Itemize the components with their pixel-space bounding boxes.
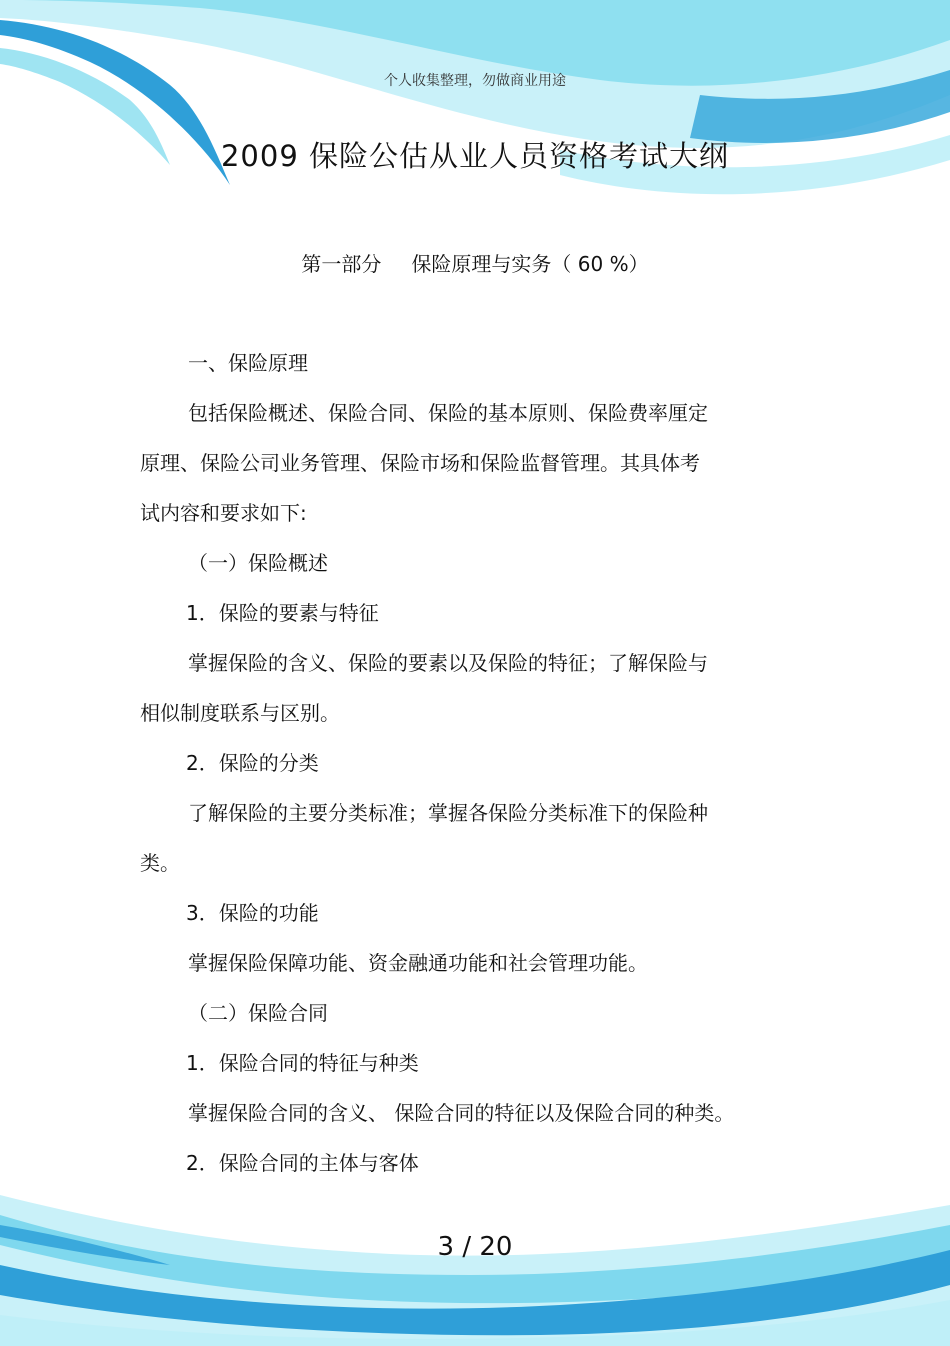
item-5-title: 2．保险合同的主体与客体 [186, 1151, 419, 1175]
item-2-title: 2．保险的分类 [186, 751, 319, 775]
document-title: 2009 保险公估从业人员资格考试大纲 [220, 139, 730, 173]
item-2-text-line-1: 了解保险的主要分类标准；掌握各保险分类标准下的保险种 [188, 801, 708, 825]
item-3-text: 掌握保险保障功能、资金融通功能和社会管理功能。 [188, 951, 648, 975]
item-1-text-line-1: 掌握保险的含义、保险的要素以及保险的特征；了解保险与 [188, 651, 708, 675]
item-3-title: 3．保险的功能 [186, 901, 319, 925]
header-note: 个人收集整理，勿做商业用途 [384, 73, 566, 89]
intro-line-1: 包括保险概述、保险合同、保险的基本原则、保险费率厘定 [188, 401, 708, 425]
heading-insurance-principles: 一、保险原理 [188, 351, 308, 375]
intro-line-2: 原理、保险公司业务管理、保险市场和保险监督管理。其具体考 [140, 451, 700, 475]
section-name: 保险原理与实务（ 60 %） [411, 252, 649, 276]
item-2-text-line-2: 类。 [140, 851, 180, 875]
item-4-title: 1．保险合同的特征与种类 [186, 1051, 419, 1075]
intro-line-3: 试内容和要求如下: [140, 501, 307, 525]
page-number: 3 / 20 [437, 1232, 513, 1262]
item-1-title: 1．保险的要素与特征 [186, 601, 379, 625]
item-1-text-line-2: 相似制度联系与区别。 [140, 701, 340, 725]
item-4-text: 掌握保险合同的含义、 保险合同的特征以及保险合同的种类。 [188, 1101, 735, 1125]
subheading-overview: （一）保险概述 [188, 551, 328, 575]
section-heading [0, 248, 950, 277]
section-part: 第一部分 [301, 252, 382, 276]
header-wave-decoration [0, 0, 950, 240]
subheading-contract: （二）保险合同 [188, 1001, 328, 1025]
